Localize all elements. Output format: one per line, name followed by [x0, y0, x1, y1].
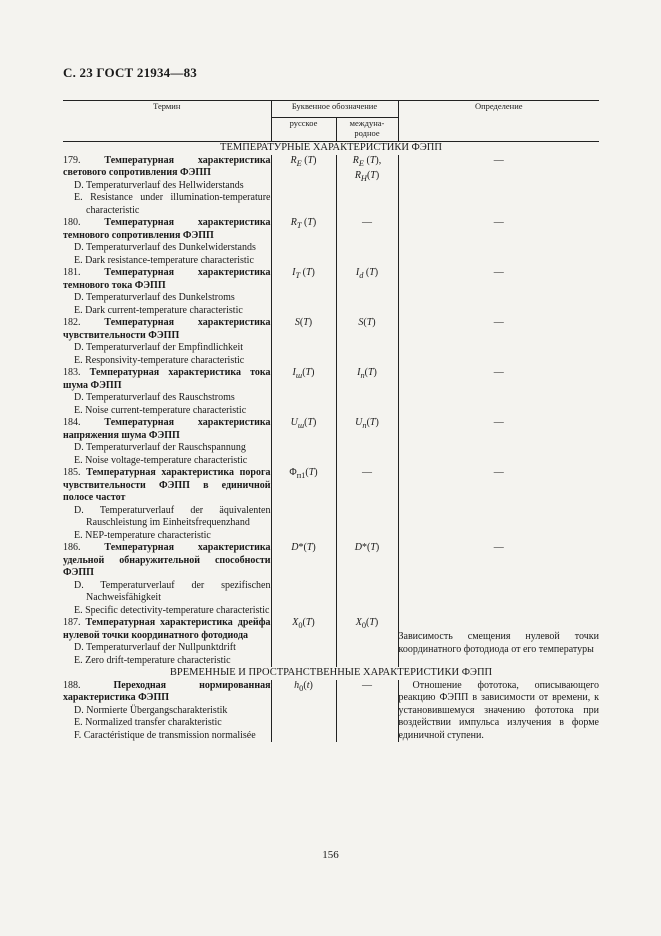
term-de: D. Temperaturverlauf des Rauschstroms	[74, 392, 235, 403]
term-title: 181. Температурная характеристика темнового тока ФЭПП	[63, 267, 271, 291]
symbol-russian: $h_0(t)$	[271, 680, 336, 743]
term-title: 188. Переходная нормированная характеристика ФЭПП	[63, 679, 271, 703]
symbol-international: $U_n(T)$	[336, 417, 398, 467]
definition: —	[398, 267, 599, 317]
definition: —	[398, 317, 599, 367]
symbol-russian: $R_E$ (T)	[271, 155, 336, 218]
term-de: D. Temperaturverlauf des Dunkelwiderstands	[74, 242, 256, 253]
symbol-russian: D*(T)	[271, 542, 336, 617]
term-en: E. Zero drift-temperature characteristic	[74, 654, 231, 666]
section-header	[63, 142, 599, 155]
symbol-international: $X_0(T)$	[336, 617, 398, 667]
symbol-international: —	[336, 680, 398, 743]
table-row	[63, 542, 599, 617]
symbol-international: $I_n(T)$	[336, 367, 398, 417]
column-header-definition: Определение	[398, 101, 599, 142]
table-row	[63, 317, 599, 367]
term-en: E. Responsivity-temperature characteristic	[74, 354, 245, 366]
term-en: E. Resistance under illumination-temperature characteristic	[74, 192, 271, 216]
definition: —	[398, 367, 599, 417]
terms-table	[63, 100, 599, 742]
symbol-russian: $I_T$ (T)	[271, 267, 336, 317]
term-title: 185. Температурная характеристика порога чувствительности ФЭПП в единичной полосе частот	[63, 467, 271, 503]
page-header: С. 23 ГОСТ 21934—83	[63, 65, 197, 80]
section-header	[63, 667, 599, 680]
definition: —	[398, 542, 599, 617]
term-title: 183. Температурная характеристика тока шума ФЭПП	[63, 367, 271, 391]
term-title: 184. Температурная характеристика напряжения шума ФЭПП	[63, 417, 271, 441]
symbol-russian: $U_ш(T)$	[271, 417, 336, 467]
column-header-term: Термин	[63, 101, 271, 142]
table-row	[63, 680, 599, 743]
symbol-russian: $R_T$ (T)	[271, 217, 336, 267]
symbol-international: —	[336, 467, 398, 542]
symbol-international: S(T)	[336, 317, 398, 367]
table-row	[63, 417, 599, 467]
term-title: 186. Температурная характеристика удельной обнаружительной способности ФЭПП	[63, 542, 271, 578]
symbol-international: —	[336, 217, 398, 267]
term-en: E. Dark resistance-temperature characteristic	[74, 254, 254, 266]
term-de: D. Temperaturverlauf des Dunkelstroms	[74, 292, 235, 303]
page-number: 156	[322, 849, 339, 861]
term-en: E. NEP-temperature characteristic	[74, 529, 211, 541]
table-row	[63, 367, 599, 417]
term-de: D. Temperaturverlauf der Nullpunktdrift	[74, 642, 236, 653]
table-row	[63, 467, 599, 542]
symbol-russian: $I_ш(T)$	[271, 367, 336, 417]
table-row	[63, 217, 599, 267]
column-header-russian: русское	[271, 118, 336, 142]
definition: —	[398, 217, 599, 267]
term-title: 179. Температурная характеристика светового сопротивления ФЭПП	[63, 154, 271, 178]
definition: Отношение фототока, описывающего реакцию ФЭПП в зависимости от времени, к установившемуся значению фототока при воздействии импульса излучения в форме единичной ступени.	[398, 679, 599, 741]
symbol-international: $I_d$ (T)	[336, 267, 398, 317]
symbol-russian: S(T)	[271, 317, 336, 367]
term-de: D. Temperaturverlauf der äquivalenten Rauschleistung im Einheitsfrequenzhand	[74, 504, 271, 528]
definition: —	[398, 417, 599, 467]
term-de: D. Temperaturverlauf der Empfindlichkeit	[74, 342, 244, 353]
term-de: D. Temperaturverlauf des Hellwiderstands	[74, 179, 244, 191]
symbol-russian: $\Phi_{п1}(T)$	[271, 467, 336, 542]
section-title-temperature: ТЕМПЕРАТУРНЫЕ ХАРАКТЕРИСТИКИ ФЭПП	[220, 142, 442, 153]
column-header-international: междуна- родное	[336, 118, 398, 142]
definition: Зависимость смещения нулевой точки координатного фотодиода от его температуры	[398, 617, 599, 667]
definition: —	[398, 467, 599, 542]
column-header-designation: Буквенное обозначение	[271, 101, 398, 118]
term-en: E. Noise voltage-temperature characteristic	[74, 454, 248, 466]
table-row	[63, 617, 599, 667]
symbol-international: D*(T)	[336, 542, 398, 617]
term-en: E. Noise current-temperature characteristic	[74, 404, 247, 416]
definition: —	[398, 155, 599, 218]
symbol-russian: $X_0(T)$	[271, 617, 336, 667]
term-de: D. Temperaturverlauf der Rauschspannung	[74, 442, 246, 453]
table-row	[63, 267, 599, 317]
term-fr: F. Caractéristique de transmission normalisée	[74, 729, 256, 741]
symbol-international: $R_E$ (T), $R_H(T)$	[336, 155, 398, 218]
term-en: E. Normalized transfer charakteristic	[74, 717, 222, 728]
term-de: D. Temperaturverlauf der spezifischen Nachweisfähigkeit	[74, 579, 271, 603]
term-title: 187. Температурная характеристика дрейфа нулевой точки координатного фотодиода	[63, 617, 271, 641]
term-en: E. Specific detectivity-temperature characteristic	[74, 604, 270, 616]
term-title: 182. Температурная характеристика чувствительности ФЭПП	[63, 317, 271, 341]
section-title-time-space: ВРЕМЕННЫЕ И ПРОСТРАНСТВЕННЫЕ ХАРАКТЕРИСТИКИ ФЭПП	[169, 667, 493, 678]
term-de: D. Normierte Übergangscharakteristik	[74, 704, 228, 716]
term-en: E. Dark current-temperature characteristic	[74, 304, 243, 316]
term-title: 180. Температурная характеристика темнового сопротивления ФЭПП	[63, 217, 271, 241]
table-row	[63, 155, 599, 218]
